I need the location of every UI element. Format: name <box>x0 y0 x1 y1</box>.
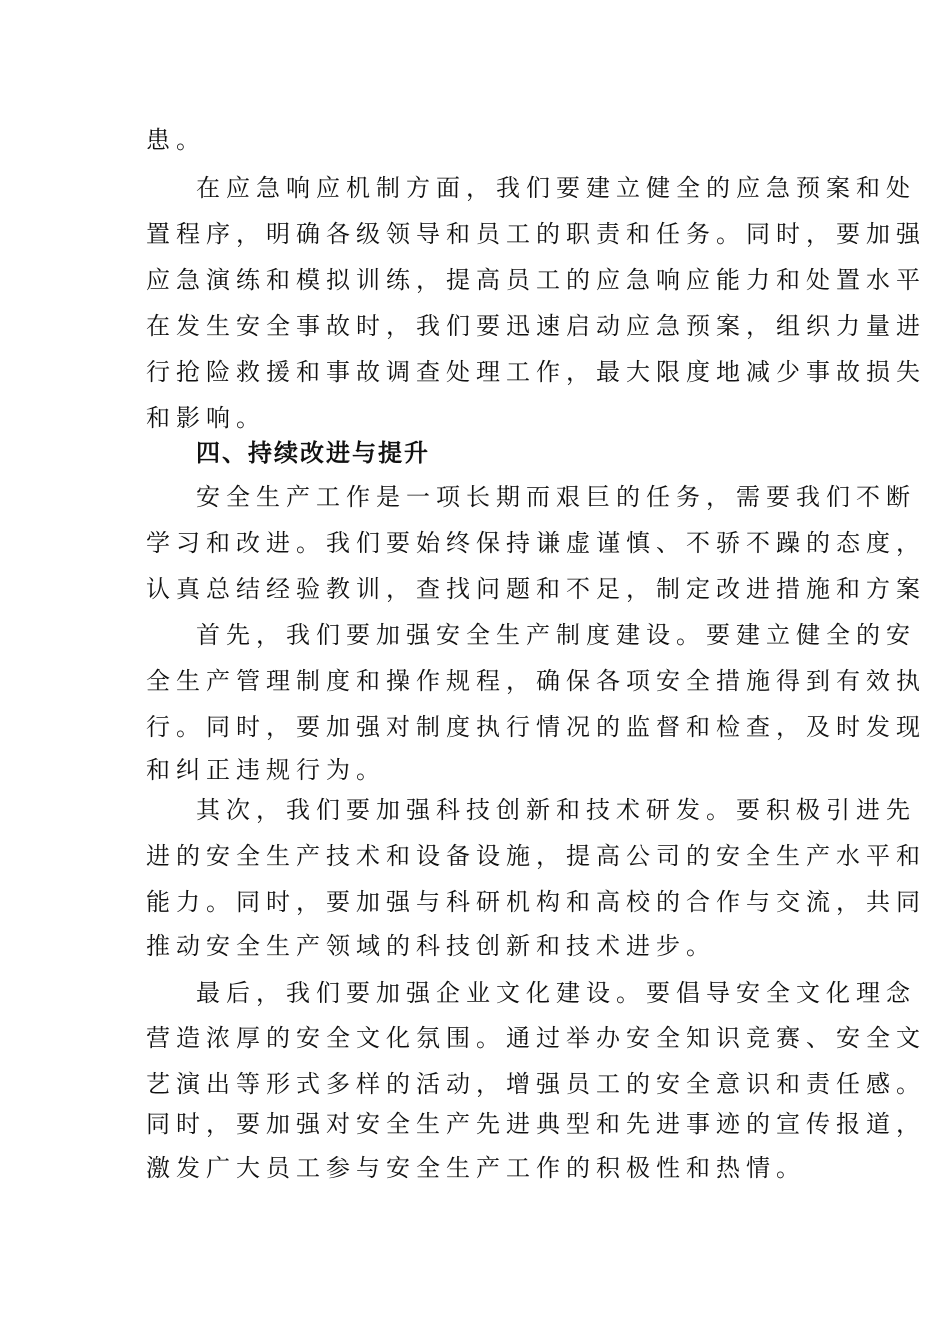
paragraph-start: 最后，我们要加强企业文化建设。要倡导安全文化理念 <box>196 979 916 1007</box>
text-line: 和纠正违规行为。 <box>146 756 386 784</box>
paragraph-start: 其次，我们要加强科技创新和技术研发。要积极引进先 <box>196 796 916 824</box>
text-line: 营造浓厚的安全文化氛围。通过举办安全知识竞赛、安全文 <box>146 1024 926 1052</box>
text-line: 全生产管理制度和操作规程，确保各项安全措施得到有效执 <box>146 667 926 695</box>
paragraph-start: 安全生产工作是一项长期而艰巨的任务，需要我们不断 <box>196 483 916 511</box>
text-line: 艺演出等形式多样的活动，增强员工的安全意识和责任感。 <box>146 1070 926 1098</box>
text-line: 进的安全生产技术和设备设施，提高公司的安全生产水平和 <box>146 842 926 870</box>
text-line: 认真总结经验教训，查找问题和不足，制定改进措施和方案 <box>146 575 926 603</box>
text-line: 学习和改进。我们要始终保持谦虚谨慎、不骄不躁的态度， <box>146 529 926 557</box>
text-line: 置程序，明确各级领导和员工的职责和任务。同时，要加强 <box>146 220 926 248</box>
text-line: 激发广大员工参与安全生产工作的积极性和热情。 <box>146 1154 806 1182</box>
paragraph-start: 首先，我们要加强安全生产制度建设。要建立健全的安 <box>196 621 916 649</box>
text-line: 行抢险救援和事故调查处理工作，最大限度地减少事故损失 <box>146 358 926 386</box>
text-line: 患。 <box>146 126 206 154</box>
text-line: 行。同时，要加强对制度执行情况的监督和检查，及时发现 <box>146 713 926 741</box>
section-heading: 四、持续改进与提升 <box>196 439 430 467</box>
text-line: 在发生安全事故时，我们要迅速启动应急预案，组织力量进 <box>146 312 926 340</box>
text-line: 应急演练和模拟训练，提高员工的应急响应能力和处置水平 <box>146 266 926 294</box>
text-line: 能力。同时，要加强与科研机构和高校的合作与交流，共同 <box>146 888 926 916</box>
text-line: 同时，要加强对安全生产先进典型和先进事迹的宣传报道， <box>146 1110 926 1138</box>
text-line: 和影响。 <box>146 404 266 432</box>
text-line: 推动安全生产领域的科技创新和技术进步。 <box>146 932 716 960</box>
paragraph-start: 在应急响应机制方面，我们要建立健全的应急预案和处 <box>196 174 916 202</box>
